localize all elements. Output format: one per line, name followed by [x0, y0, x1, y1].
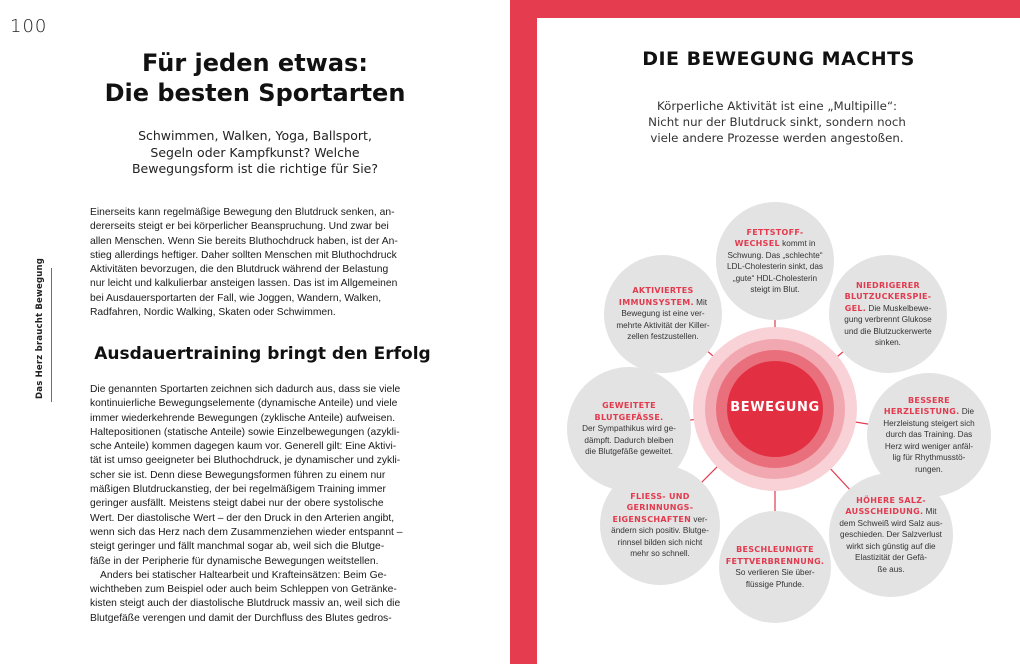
bubble-text: dem Schweiß wird Salz aus- — [839, 518, 943, 528]
subtitle-line: Schwimmen, Walken, Yoga, Ballsport, — [138, 128, 372, 143]
intro-line: Körperliche Aktivität ist eine „Multipille“: — [656, 99, 898, 113]
bubble-title: FETTSTOFF- — [746, 227, 804, 237]
intro-line: Nicht nur der Blutdruck sinkt, sondern noch — [648, 115, 906, 129]
bubble-title: BLUTGEFÄSSE. — [594, 412, 664, 422]
bubble-immunsystem — [604, 255, 722, 373]
bubble-text: lig für Rhythmusstö- — [892, 453, 966, 463]
text-line: dererseits steigt er bei körperlicher Beanspruchung. Und zwar bei — [90, 221, 389, 233]
text-line: Anders bei statischer Haltearbeit und Krafteinsätzen: Beim Ge- — [100, 569, 387, 581]
bubble-title: NIEDRIGERER — [855, 280, 921, 290]
text-line: Radfahren, Nordic Walking, Skaten oder Schwimmen. — [90, 307, 336, 319]
text-line: Einerseits kann regelmäßige Bewegung den Blutdruck senken, an- — [90, 207, 395, 218]
text-line: allen Menschen. Wenn Sie bereits Bluthochdruck haben, ist der An- — [90, 235, 398, 247]
subtitle-line: Segeln oder Kampfkunst? Welche — [150, 144, 360, 160]
running-head — [33, 257, 47, 405]
bubble-title: EIGENSCHAFTEN ver- — [612, 514, 708, 524]
bubble-title: BESSERE — [908, 395, 950, 405]
bubble-text: die Blutgefäße geweitet. — [585, 447, 673, 457]
subtitle-line: Bewegungsform ist die richtige für Sie? — [131, 161, 378, 176]
bubble-text: gung verbrennt Glukose — [844, 315, 932, 324]
bubble-text: So verlieren Sie über- — [735, 568, 815, 577]
bubble-title: FLIESS- UND — [630, 491, 690, 501]
bubble-fliesseigenschaften — [600, 465, 720, 585]
bubble-title: GEWEITETE — [602, 401, 656, 411]
bubble-title: WECHSEL kommt in — [734, 239, 816, 248]
text-line: immer wiederkehrende Bewegungen (zyklische Anteile) aufweisen. — [90, 412, 396, 424]
bubble-text: und die Blutzuckerwerte — [844, 326, 932, 336]
bubble-text: geschieden. Der Salzverlust — [840, 530, 942, 540]
text-line: Blutgefäße verengen und damit der Durchfluss des Blutes gedros- — [90, 612, 392, 624]
bubble-title: BESCHLEUNIGTE — [736, 545, 814, 554]
bubble-text: steigt im Blut. — [750, 285, 800, 294]
bubble-title: GEL. Die Muskelbewe- — [844, 303, 932, 313]
bubble-fettstoffwechsel — [716, 202, 834, 320]
bubble-text: ändern sich positiv. Blutge- — [611, 526, 709, 535]
infographic-title: DIE BEWEGUNG MACHTS — [642, 48, 915, 70]
bubble-text: dämpft. Dadurch bleiben — [584, 435, 674, 445]
text-line: geringer ausfällt. Meistens steigt dabei nur der obere systolische — [90, 498, 384, 510]
page-number: 100 — [10, 16, 48, 37]
bubble-title: HÖHERE SALZ- — [856, 495, 926, 505]
bubble-text: Der Sympathikus wird ge- — [582, 424, 676, 434]
bubble-text: Elastizität der Gefä- — [855, 553, 927, 563]
bubble-title: AUSSCHEIDUNG. Mit — [845, 507, 937, 517]
bubble-title: IMMUNSYSTEM. Mit — [618, 297, 708, 307]
bubble-text: zellen festzustellen. — [627, 332, 699, 342]
page-subtitle — [110, 128, 400, 178]
bubble-text: ße aus. — [877, 564, 905, 574]
bubble-text: sinken. — [875, 338, 901, 347]
intro-line: viele andere Prozesse werden angestoßen. — [650, 131, 904, 145]
bubble-text: Bewegung ist eine ver- — [621, 309, 705, 319]
section-heading: Ausdauertraining bringt den Erfolg — [94, 344, 431, 364]
text-line: wichtheben zum Beispiel oder auch beim Schleppen von Getränke- — [90, 584, 397, 596]
text-line: nur leicht und kalkulierbar ansteigen lassen. Das ist im Allgemeinen — [90, 278, 398, 290]
text-line: kontinuierliche Bewegungselemente (dynamische Anteile) und viele — [90, 398, 398, 410]
bubble-text: mehrte Aktivität der Killer- — [616, 320, 710, 330]
bubble-salzausscheidung — [829, 473, 953, 597]
text-line: wenn sich das Herz nach dem Zusammenziehen wieder entspannt – — [90, 526, 403, 538]
bubble-fettverbrennung — [719, 511, 831, 623]
text-line: steigt geringer und fällt manchmal sogar ab, weil sich die Blutge- — [90, 541, 385, 553]
text-line: mäßigen Blutdruckanstieg, der bei regelmäßigem Training immer — [90, 484, 386, 496]
page-title — [90, 48, 420, 108]
text-line: stieg allerdings heftiger. Daher sollten Menschen mit Bluthochdruck — [90, 249, 397, 261]
title-line: Für jeden etwas: — [142, 49, 368, 77]
text-line: Aktivitäten bevorzugen, die den Blutdruck während der Belastung — [90, 264, 389, 276]
text-line: tät ist umso geeigneter bei Bluthochdruck, je dynamischer und zykli- — [90, 455, 401, 467]
paragraph-intro — [90, 206, 435, 320]
text-line: fäße in der Peripherie für dynamische Bewegungen weitstellen. — [90, 555, 379, 567]
bubble-text: flüssige Pfunde. — [745, 579, 805, 589]
bubble-text: durch das Training. Das — [885, 430, 973, 440]
paragraph-body — [90, 383, 435, 626]
running-head-text: Das Herz braucht Bewegung — [35, 257, 45, 399]
text-line: bei Ausdauersportarten der Fall, wie Joggen, Wandern, Walken, — [90, 292, 382, 304]
text-line: kisten steigt auch der diastolische Blutdruck massiv an, weil sich die — [90, 598, 401, 610]
bubble-text: „gute“ HDL-Cholesterin — [732, 273, 818, 283]
bubble-title: HERZLEISTUNG. Die — [883, 407, 975, 417]
right-page-frame — [510, 0, 1020, 664]
center-label: BEWEGUNG — [730, 400, 820, 415]
bubble-text: mehr so schnell. — [630, 549, 690, 558]
bubble-title: BLUTZUCKERSPIE- — [844, 292, 932, 301]
effects-diagram — [537, 18, 1020, 664]
bubble-text: LDL-Cholesterin sinkt, das — [726, 262, 824, 271]
bubble-text: rinnsel bilden sich nicht — [617, 537, 703, 547]
bubble-blutzucker — [829, 255, 947, 373]
text-line: Die genannten Sportarten zeichnen sich dadurch aus, dass sie viele — [90, 384, 401, 395]
infographic-panel — [537, 18, 1020, 664]
bubble-text: rungen. — [915, 464, 943, 474]
text-line: Wert. Der diastolische Wert – der den Druck in den Arterien angibt, — [90, 512, 395, 524]
bubble-text: Herzleistung steigert sich — [883, 418, 975, 428]
bubble-title: AKTIVIERTES — [632, 286, 694, 296]
bubble-title: FETTVERBRENNUNG. — [725, 556, 825, 566]
text-line: sche Anteile) kommen dagegen kaum vor. Generell gilt: Eine Aktivi- — [90, 441, 397, 453]
bubble-text: wirkt sich günstig auf die — [846, 541, 936, 551]
text-line: Haltepositionen (statische Anteile) sowie Einzelbewegungen (azykli- — [90, 426, 400, 438]
title-line: Die besten Sportarten — [104, 79, 406, 107]
bubble-title: GERINNUNGS- — [626, 503, 694, 512]
running-head-rule — [51, 268, 52, 402]
text-line: scher sie ist. Denn diese Bewegungsformen führen zu einem nur — [90, 469, 386, 481]
bubble-text: Schwung. Das „schlechte“ — [727, 250, 823, 260]
bubble-text: Herz wird weniger anfäl- — [884, 441, 974, 451]
